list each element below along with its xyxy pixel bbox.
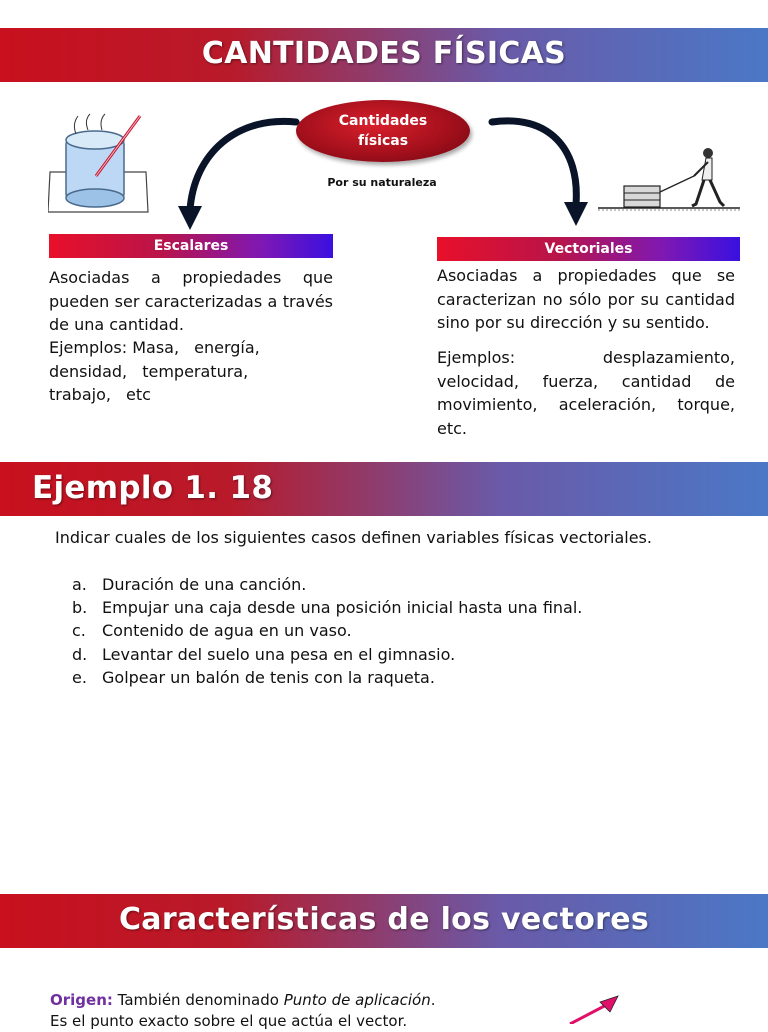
title-banner [0,28,768,82]
scalar-description: Asociadas a propiedades que pueden ser caracterizadas a través de una cantidad. [49,268,333,334]
origin-term: Punto de aplicación [283,991,431,1009]
option-letter: c. [72,621,86,641]
option-text: Empujar una caja desde una posición inicial hasta una final. [102,598,583,618]
vector-description: Asociadas a propiedades que se caracterizan no sólo por su cantidad sino por su dirección y su sentido. [437,266,735,332]
scalar-examples-label: Ejemplos: [49,338,128,357]
list-item [72,666,582,689]
oval-line-2: físicas [357,133,409,149]
scalar-examples-text: Masa, energía, densidad, temperatura, trabajo, etc [49,338,260,404]
vectors-banner [0,894,768,948]
exercise-prompt: Indicar cuales de los siguientes casos definen variables físicas vectoriales. [55,528,652,547]
exercise-options [72,573,582,689]
page-title: CANTIDADES FÍSICAS [201,36,567,71]
option-letter: e. [72,667,87,687]
curved-arrow-scalar [176,114,300,232]
oval-line-1: Cantidades [338,113,428,129]
option-text: Golpear un balón de tenis con la raqueta. [102,667,435,687]
origin-definition [50,990,450,1032]
vector-arrow-icon [560,994,624,1024]
list-item [72,619,582,642]
list-item [72,596,582,619]
vectors-title: Características de los vectores [118,902,650,937]
origin-pre: También denominado [112,991,284,1009]
origin-post: . Es el punto exacto sobre el que actúa el vector. [50,991,436,1030]
option-text: Levantar del suelo una pesa en el gimnasio. [102,644,456,664]
list-item [72,573,582,596]
option-letter: d. [72,644,88,664]
list-item [72,643,582,666]
option-letter: b. [72,598,88,618]
option-letter: a. [72,575,87,594]
curved-arrow-vector [488,112,592,228]
option-text: Contenido de agua en un vaso. [102,621,352,641]
nature-label: Por su naturaleza [327,176,437,189]
example-banner [0,462,768,516]
origin-label: Origen: [50,991,113,1009]
scalar-header: Escalares [49,234,333,258]
physical-quantities-node [296,100,470,162]
man-pulling-crate-illustration [598,146,740,212]
vector-header: Vectoriales [437,237,740,261]
scalar-examples [49,336,309,407]
vector-examples: Ejemplos: desplazamiento, velocidad, fuerza, cantidad de movimiento, aceleración, torque, etc. [437,348,735,438]
example-title: Ejemplo 1. 18 [32,470,274,506]
beaker-thermometer-illustration [48,112,150,216]
option-text: Duración de una canción. [102,575,307,594]
